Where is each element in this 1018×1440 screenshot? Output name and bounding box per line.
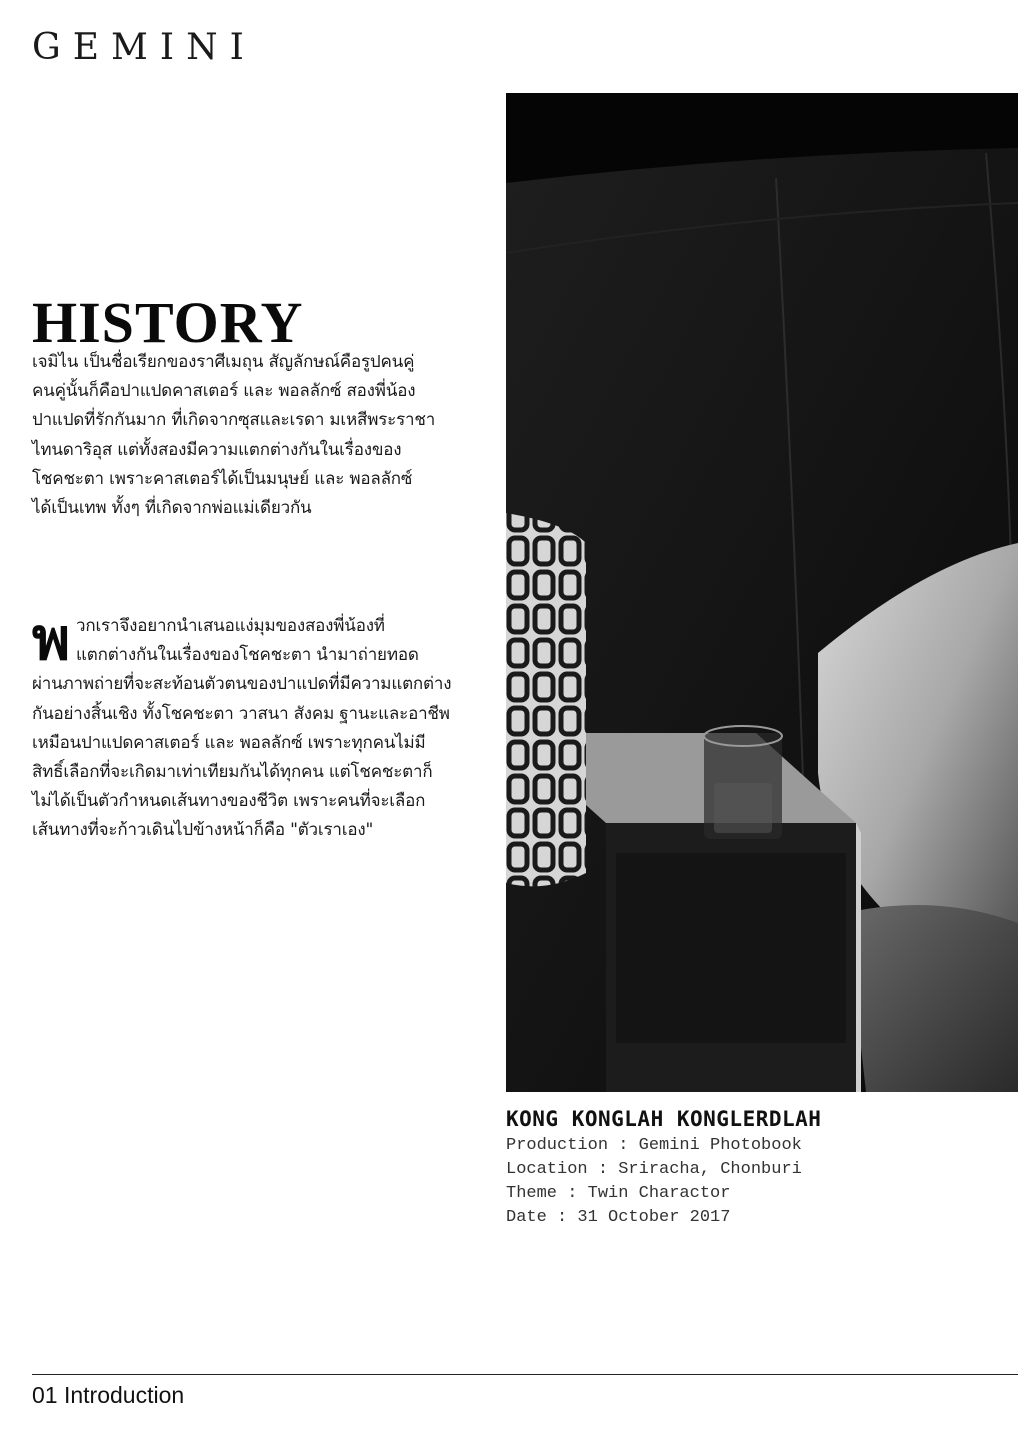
- paragraph-line: เหมือนปาแปดคาสเตอร์ และ พอลลักซ์ เพราะทุกคนไม่มี: [32, 732, 426, 753]
- paragraph-line: ไม่ได้เป็นตัวกำหนดเส้นทางของชีวิต เพราะคนที่จะเลือก: [32, 791, 426, 812]
- photo-caption: [506, 1104, 1018, 1230]
- drop-cap: พ: [32, 605, 71, 673]
- caption-production: Production : Gemini Photobook: [506, 1136, 802, 1155]
- paragraph-line: ผ่านภาพถ่ายที่จะสะท้อนตัวตนของปาแปดที่มีความแตกต่าง: [32, 674, 452, 695]
- paragraph-line: ไทนดาริอุส แต่ทั้งสองมีความแตกต่างกันในเรื่องของ: [32, 439, 402, 460]
- bedroom-photo: [506, 93, 1018, 1092]
- brand-logo: GEMINI: [32, 27, 256, 68]
- paragraph-line: โชคชะตา เพราะคาสเตอร์ได้เป็นมนุษย์ และ พอลลักซ์: [32, 468, 413, 489]
- paragraph-line: กันอย่างสิ้นเชิง ทั้งโชคชะตา วาสนา สังคม ฐานะและอาชีพ: [32, 703, 450, 724]
- paragraph-line: ปาแปดที่รักกันมาก ที่เกิดจากซุสและเรดา มเหสีพระราชา: [32, 410, 436, 431]
- history-title: HISTORY: [32, 290, 304, 355]
- caption-title: KONG KONGLAH KONGLERDLAH: [506, 1107, 822, 1131]
- footer-section-label: 01 Introduction: [32, 1382, 185, 1408]
- paragraph-line: เส้นทางที่จะก้าวเดินไปข้างหน้าก็คือ "ตัวเราเอง": [32, 820, 374, 841]
- history-paragraph-1: [32, 348, 492, 523]
- paragraph-line: วกเราจึงอยากนำเสนอแง่มุมของสองพี่น้องที่: [76, 616, 385, 636]
- paragraph-line: เจมิไน เป็นชื่อเรียกของราศีเมถุน สัญลักษณ์คือรูปคนคู่: [32, 352, 415, 372]
- paragraph-line: คนคู่นั้นก็คือปาแปดคาสเตอร์ และ พอลลักซ์ สองพี่น้อง: [32, 381, 416, 402]
- footer-divider: [32, 1374, 1018, 1375]
- paragraph-line: ได้เป็นเทพ ทั้งๆ ที่เกิดจากพ่อแม่เดียวกัน: [32, 498, 312, 519]
- paragraph-line: สิทธิ์เลือกที่จะเกิดมาเท่าเทียมกันได้ทุกคน แต่โชคชะตาก็: [32, 762, 433, 783]
- paragraph-line: แตกต่างกันในเรื่องของโชคชะตา นำมาถ่ายทอด: [76, 645, 419, 666]
- caption-theme: Theme : Twin Charactor: [506, 1184, 731, 1203]
- history-paragraph-2: [32, 605, 502, 846]
- caption-date: Date : 31 October 2017: [506, 1208, 731, 1227]
- caption-location: Location : Sriracha, Chonburi: [506, 1160, 802, 1179]
